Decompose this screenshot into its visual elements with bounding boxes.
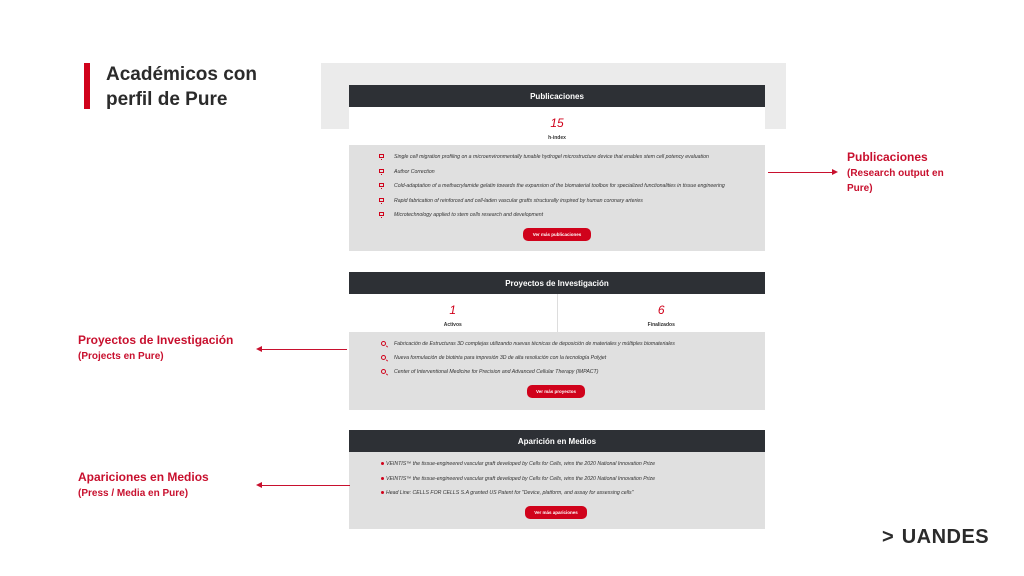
slide-title	[106, 62, 316, 112]
project-title[interactable]: Nueva formulación de biotinta para impresión 3D de alta resolución con la tecnología Polyjet	[394, 355, 607, 361]
media-header: Aparición en Medios	[349, 430, 765, 452]
publications-arrow-line	[768, 172, 832, 173]
bullet-icon	[381, 477, 384, 480]
publications-header: Publicaciones	[349, 85, 765, 107]
h-index-value: 15	[550, 116, 564, 130]
publication-title[interactable]: Rapid fabrication of reinforced and cell-laden vascular grafts structurally inspired by human coronary arteries	[394, 198, 643, 204]
media-title[interactable]: Head Line: CELLS FOR CELLS S.A granted US Patent for "Device, platform, and assay for assessing cells"	[386, 490, 634, 496]
projects-stats	[349, 294, 765, 332]
media-annotation	[78, 469, 209, 501]
finished-projects-label: Finalizados	[647, 322, 675, 328]
slide-title-line2: perfil de Pure	[106, 89, 228, 110]
title-accent-bar	[84, 63, 90, 109]
project-title[interactable]: Fabricación de Estructuras 3D complejas utilizando nuevas técnicas de deposición de materiales y múltiples biomateriales	[394, 341, 675, 347]
media-title[interactable]: VEINTIS™ the tissue-engineered vascular graft developed by Cells for Cells, wins the 2020 National Innovation Prize	[386, 476, 656, 482]
publications-annotation	[847, 149, 944, 196]
search-icon	[381, 369, 386, 374]
publications-annotation-sub2: Pure)	[847, 183, 873, 194]
logo-text: UANDES	[901, 526, 990, 548]
arrow-right-icon	[832, 169, 838, 175]
h-index-stat	[349, 107, 765, 145]
search-icon	[381, 355, 386, 360]
bullet-icon	[381, 491, 384, 494]
publication-icon	[379, 183, 384, 187]
bullet-icon	[381, 462, 384, 465]
slide-title-line1: Académicos con	[106, 64, 257, 85]
media-title[interactable]: VEINTIS™ the tissue-engineered vascular graft developed by Cells for Cells, wins the 2020 National Innovation Prize	[386, 461, 656, 467]
h-index-label: h-index	[548, 135, 566, 141]
media-annotation-sub: (Press / Media en Pure)	[78, 488, 189, 499]
search-icon	[381, 341, 386, 346]
publications-stats	[349, 107, 765, 145]
publication-title[interactable]: Single cell migration profiling on a microenvironmentally tunable hydrogel microstructure device that enables stem cell potency evaluation	[394, 154, 709, 160]
publication-title[interactable]: Author Correction	[394, 169, 435, 175]
chevron-right-icon: >	[882, 526, 894, 548]
projects-annotation	[78, 332, 233, 364]
finished-projects-value: 6	[657, 303, 665, 317]
media-arrow-line	[262, 485, 350, 486]
publication-icon	[379, 212, 384, 216]
publication-title[interactable]: Microtechnology applied to stem cells research and development	[394, 212, 544, 218]
publications-annotation-title: Publicaciones	[847, 150, 928, 164]
publication-icon	[379, 198, 384, 202]
projects-panel	[349, 272, 765, 410]
active-projects-label: Activos	[443, 322, 462, 328]
media-list	[349, 452, 765, 529]
active-projects-stat	[349, 294, 557, 332]
more-media-button[interactable]: Ver más apariciones	[525, 506, 587, 519]
publications-annotation-sub1: (Research output en	[847, 168, 944, 179]
projects-annotation-title: Proyectos de Investigación	[78, 333, 234, 347]
project-title[interactable]: Center of Interventional Medicine for Precision and Advanced Cellular Therapy (IMPACT)	[394, 369, 599, 375]
publication-icon	[379, 169, 384, 173]
more-projects-button[interactable]: Ver más proyectos	[527, 385, 585, 398]
publications-panel	[349, 85, 765, 251]
projects-arrow-line	[262, 349, 347, 350]
publications-list	[349, 145, 765, 251]
projects-annotation-sub: (Projects en Pure)	[78, 351, 164, 362]
active-projects-value: 1	[449, 303, 457, 317]
projects-list	[349, 332, 765, 410]
media-panel	[349, 430, 765, 529]
finished-projects-stat	[557, 294, 766, 332]
uandes-logo	[882, 525, 989, 549]
media-annotation-title: Apariciones en Medios	[78, 470, 209, 484]
projects-header: Proyectos de Investigación	[349, 272, 765, 294]
more-publications-button[interactable]: Ver más publicaciones	[523, 228, 591, 241]
publication-title[interactable]: Cold-adaptation of a methacrylamide gelatin towards the expansion of the biomaterial toolbox for specialized functionalities in tissue engineering	[394, 183, 725, 189]
publication-icon	[379, 154, 384, 158]
